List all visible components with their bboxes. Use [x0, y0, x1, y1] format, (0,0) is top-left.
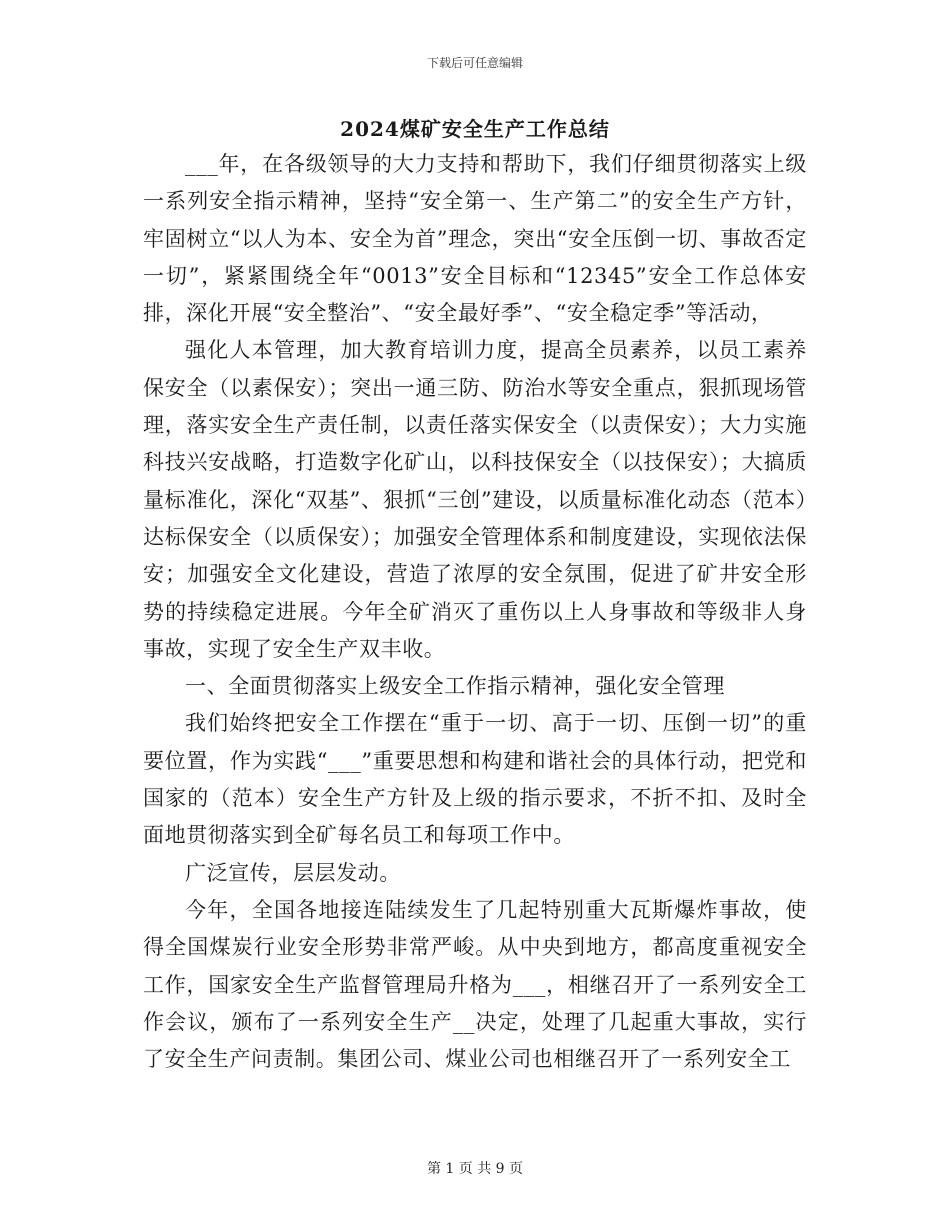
paragraph-this-year: 今年，全国各地接连陆续发生了几起特别重大瓦斯爆炸事故，使得全国煤炭行业安全形势非常严峻。从中央到地方，都高度重视安全工作，国家安全生产监督管理局升格为___，相继召开了一系列安全工作会议，颁布了一系列安全生产__决定，处理了几起重大事故，实行了安全生产问责制。集团公司、煤业公司也相继召开了一系列安全工	[143, 897, 807, 1072]
section-heading-1: 一、全面贯彻落实上级安全工作指示精神，强化安全管理	[185, 674, 725, 699]
paragraph-intro: ___年，在各级领导的大力支持和帮助下，我们仔细贯彻落实上级一系列安全指示精神，坚持“安全第一、生产第二”的安全生产方针，牢固树立“以人为本、安全为首”理念，突出“安全压倒一切、事故否定一切”，紧紧围绕全年“0013”安全目标和“12345”安全工作总体安排，深化开展“安全整治”、“安全最好季”、“安全稳定季”等活动，	[143, 152, 807, 326]
page-footer-page-number: 第 1 页 共 9 页	[426, 1161, 524, 1177]
document-body	[143, 146, 807, 1078]
paragraph-priority: 我们始终把安全工作摆在“重于一切、高于一切、压倒一切”的重要位置，作为实践“___”重要思想和构建和谐社会的具体行动，把党和国家的（范本）安全生产方针及上级的指示要求，不折不扣、及时全面地贯彻落实到全矿每名员工和每项工作中。	[143, 711, 807, 848]
paragraph-publicity: 广泛宣传，层层发动。	[185, 860, 401, 885]
document-title: 2024煤矿安全生产工作总结	[340, 117, 610, 141]
page-header-note: 下载后可任意编辑	[426, 56, 523, 70]
paragraph-management: 强化人本管理，加大教育培训力度，提高全员素养，以员工素养保安全（以素保安）；突出一通三防、防治水等安全重点，狠抓现场管理，落实安全生产责任制，以责任落实保安全（以责保安）；大力实施科技兴安战略，打造数字化矿山，以科技保安全（以技保安）；大搞质量标准化，深化“双基”、狠抓“三创”建设，以质量标准化动态（范本）达标保安全（以质保安）；加强安全管理体系和制度建设，实现依法保安；加强安全文化建设，营造了浓厚的安全氛围，促进了矿井安全形势的持续稳定进展。今年全矿消灭了重伤以上人身事故和等级非人身事故，实现了安全生产双丰收。	[143, 338, 807, 661]
